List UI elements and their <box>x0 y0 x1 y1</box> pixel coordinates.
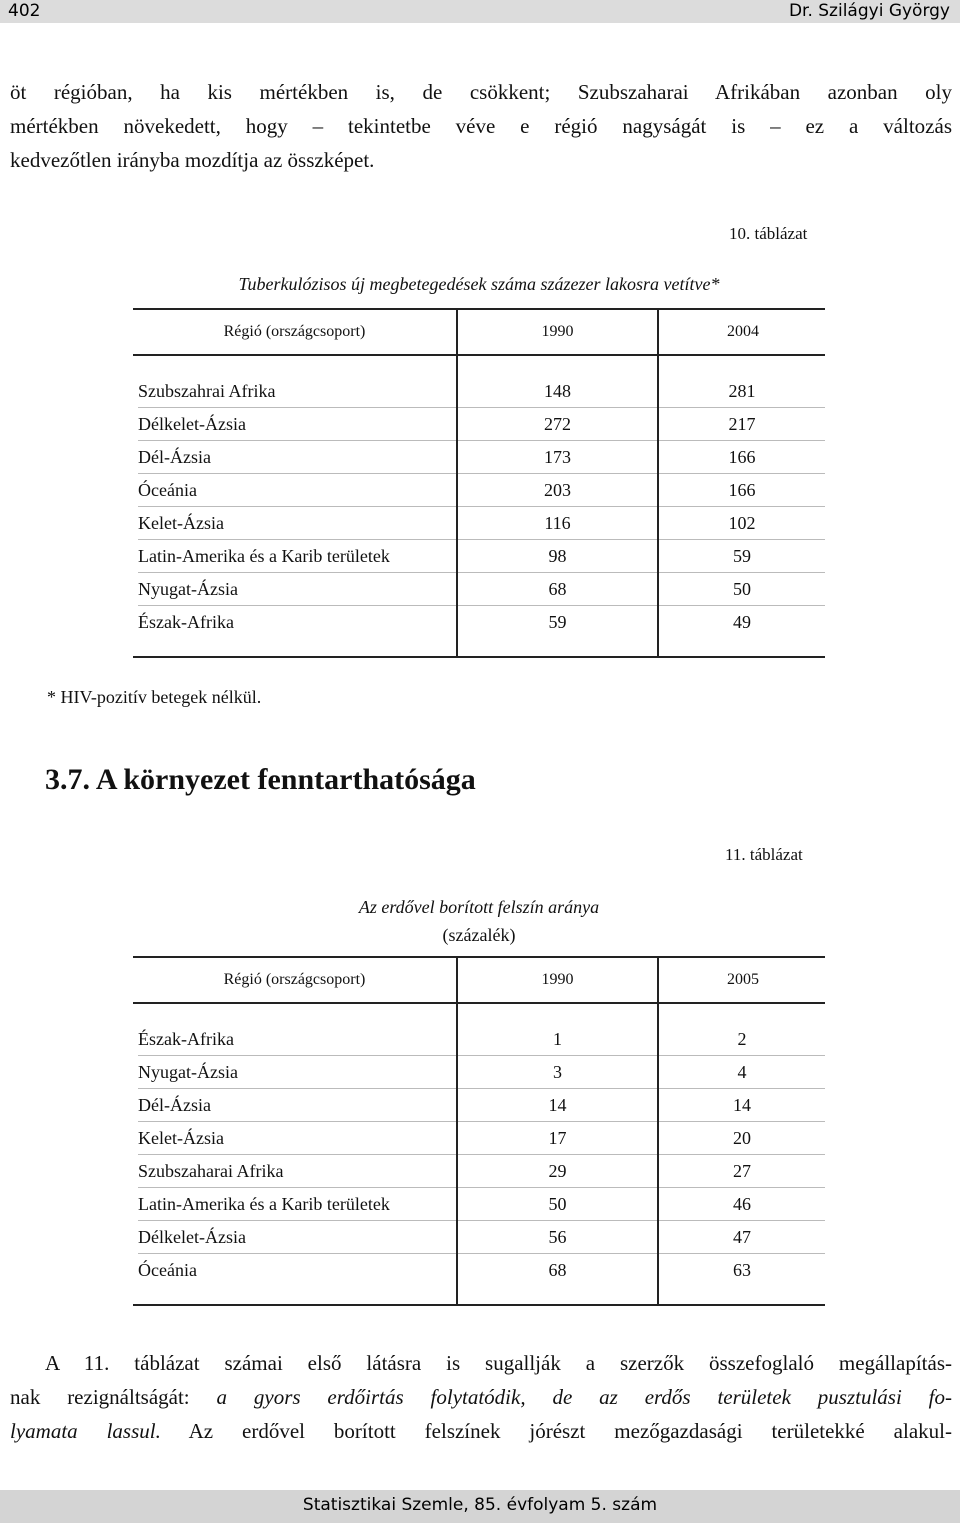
table-body <box>133 356 825 656</box>
table-row: Óceánia 203 166 <box>133 474 825 507</box>
table-10-caption: Tuberkulózisos új megbetegedések száma százezer lakosra vetítve* <box>238 274 720 294</box>
table-row: Észak-Afrika 1 2 <box>133 1023 825 1056</box>
intro-line: mértékben növekedett, hogy – tekintetbe véve e régió nagyságát is – ez a változás <box>10 114 952 138</box>
emphasis-text: lyamata lassul. <box>10 1419 161 1443</box>
table-row: Nyugat-Ázsia 3 4 <box>133 1056 825 1089</box>
column-header-region: Régió (országcsoport) <box>223 323 366 340</box>
table-row: Kelet-Ázsia 17 20 <box>133 1122 825 1155</box>
running-header <box>0 0 960 23</box>
table-row: Nyugat-Ázsia 68 50 <box>133 573 825 606</box>
running-footer <box>0 1490 960 1523</box>
table-bottom-rule <box>133 656 825 658</box>
table-10-footnote: * HIV-pozitív betegek nélkül. <box>47 687 262 707</box>
closing-paragraph <box>10 1346 952 1448</box>
journal-name: Statisztikai Szemle, 85. évfolyam 5. szám <box>302 1495 658 1515</box>
table-row: Óceánia 68 63 <box>138 1260 751 1280</box>
table-row: Délkelet-Ázsia 56 47 <box>133 1221 825 1254</box>
column-header-1990: 1990 <box>456 958 657 1002</box>
column-header-1990: 1990 <box>456 310 657 354</box>
table-10-label: 10. táblázat <box>729 224 808 243</box>
table-row: Délkelet-Ázsia 272 217 <box>133 408 825 441</box>
column-header-region: Régió (országcsoport) <box>223 971 366 988</box>
table-11 <box>133 956 825 1306</box>
table-row: Kelet-Ázsia 116 102 <box>133 507 825 540</box>
table-row: Észak-Afrika 59 49 <box>138 612 751 632</box>
closing-line: lyamata lassul. Az erdővel borított felszínek jórészt mezőgazdasági területekké alakul- <box>10 1419 952 1443</box>
closing-line: A 11. táblázat számai első látásra is sugallják a szerzők összefoglaló megállapítás- <box>45 1351 952 1375</box>
table-body <box>133 1004 825 1304</box>
table-header-row <box>133 308 825 356</box>
section-title: 3.7. A környezet fenntarthatósága <box>45 763 476 796</box>
table-row: Szubszaharai Afrika 29 27 <box>133 1155 825 1188</box>
table-11-label: 11. táblázat <box>725 845 803 864</box>
page-number: 402 <box>8 1 41 21</box>
emphasis-text: a gyors erdőirtás folytatódik, de az erdős területek pusztulási fo- <box>216 1385 952 1409</box>
column-header-2004: 2004 <box>657 310 827 354</box>
closing-line: nak rezignáltságát: a gyors erdőirtás folytatódik, de az erdős területek pusztulási fo- <box>10 1385 952 1409</box>
running-author: Dr. Szilágyi György <box>788 1 950 21</box>
table-bottom-rule <box>133 1304 825 1306</box>
intro-line: kedvezőtlen irányba mozdítja az összképet. <box>10 148 375 172</box>
table-row: Latin-Amerika és a Karib területek 98 59 <box>133 540 825 573</box>
table-11-caption-unit: (százalék) <box>442 925 516 945</box>
table-11-caption <box>133 893 825 949</box>
intro-line: öt régióban, ha kis mértékben is, de csökkent; Szubszaharai Afrikában azonban oly <box>10 80 952 104</box>
table-11-caption-title: Az erdővel borított felszín aránya <box>358 897 600 917</box>
table-row: Dél-Ázsia 173 166 <box>133 441 825 474</box>
table-10 <box>133 308 825 658</box>
table-row: Dél-Ázsia 14 14 <box>133 1089 825 1122</box>
table-header-row <box>133 956 825 1004</box>
table-row: Szubszahrai Afrika 148 281 <box>133 375 825 408</box>
table-row: Latin-Amerika és a Karib területek 50 46 <box>133 1188 825 1221</box>
intro-paragraph <box>10 75 952 177</box>
column-header-2005: 2005 <box>657 958 827 1002</box>
